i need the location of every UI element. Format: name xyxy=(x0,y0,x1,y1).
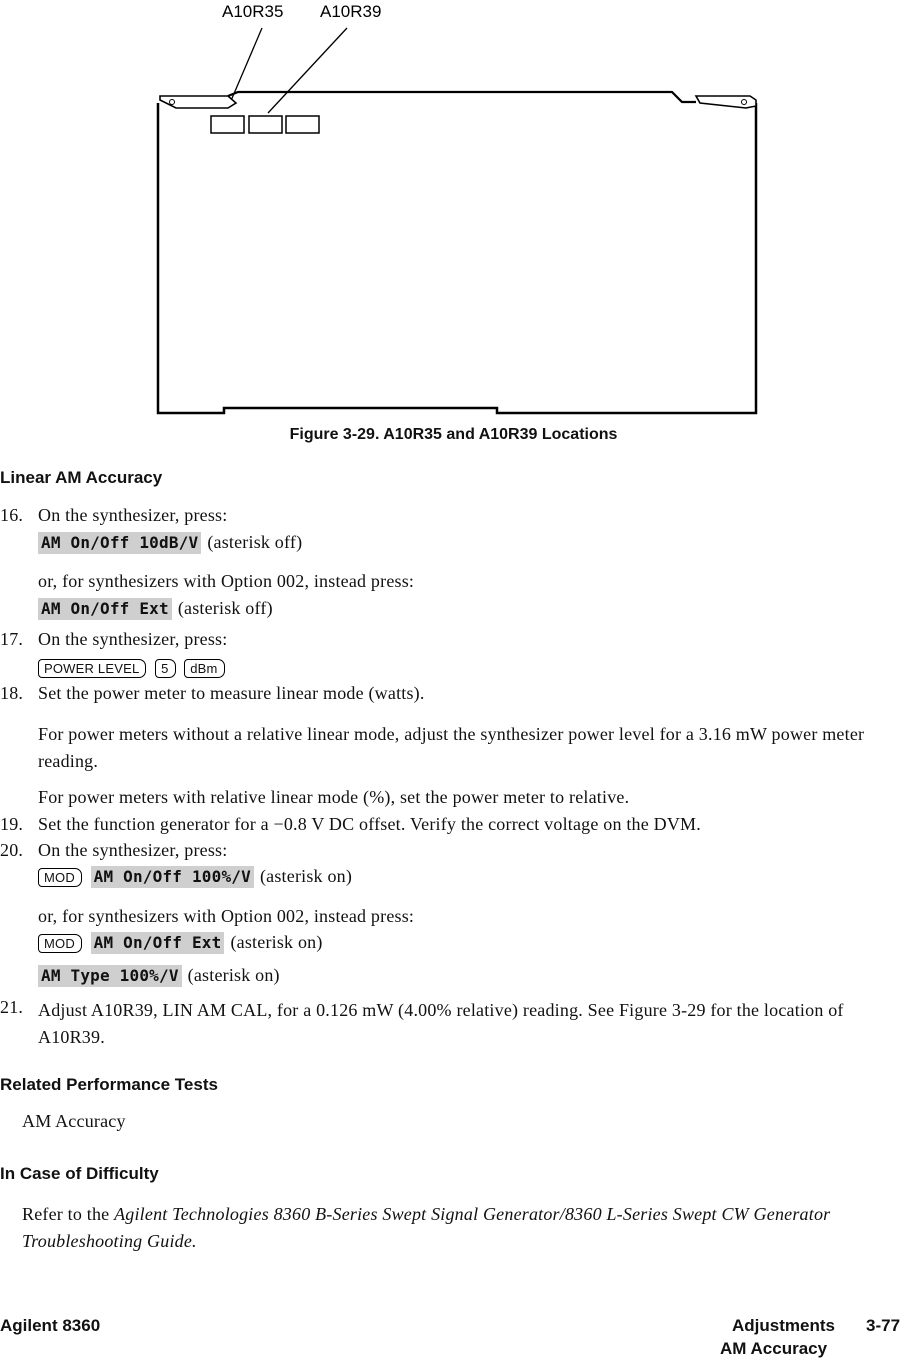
related-test-item: AM Accuracy xyxy=(22,1111,126,1131)
softkey-am-onoff-100[interactable]: AM On/Off 100%/V xyxy=(91,866,254,888)
footer-subsection: AM Accuracy xyxy=(720,1339,828,1358)
step-number: 21. xyxy=(0,997,24,1017)
softkey-am-onoff-10db[interactable]: AM On/Off 10dB/V xyxy=(38,532,201,554)
step-text: Adjust A10R39, LIN AM CAL, for a 0.126 mW (4.00% relative) reading. See Figure 3-29 for the location of A10R39. xyxy=(38,1000,844,1047)
component-a10r39 xyxy=(249,116,282,133)
board-outline xyxy=(158,103,756,413)
key-note: (asterisk off) xyxy=(207,532,303,552)
step-16-or: or, for synthesizers with Option 002, instead press: xyxy=(38,571,415,591)
hardkey-5[interactable]: 5 xyxy=(155,659,175,678)
callout-a10r39: A10R39 xyxy=(320,2,382,21)
hardkey-power-level[interactable]: POWER LEVEL xyxy=(38,659,146,678)
step-number: 19. xyxy=(0,814,24,834)
section-heading-linear-am: Linear AM Accuracy xyxy=(0,468,163,487)
top-edge xyxy=(228,92,696,102)
section-heading-difficulty: In Case of Difficulty xyxy=(0,1164,159,1183)
step-20-keys-alt xyxy=(38,932,323,954)
step-16-keys-alt xyxy=(38,598,273,620)
difficulty-text xyxy=(22,1201,862,1255)
key-note: (asterisk on) xyxy=(230,932,323,952)
step-20-or: or, for synthesizers with Option 002, instead press: xyxy=(38,906,415,926)
step-number: 16. xyxy=(0,505,24,525)
hardkey-mod[interactable]: MOD xyxy=(38,868,82,887)
hardkey-dbm[interactable]: dBm xyxy=(184,659,224,678)
footer-section: Adjustments xyxy=(732,1316,835,1335)
key-note: (asterisk on) xyxy=(187,965,280,985)
key-note: (asterisk off) xyxy=(177,598,273,618)
step-text: On the synthesizer, press: xyxy=(38,629,228,649)
key-note: (asterisk on) xyxy=(259,866,353,886)
left-ejector xyxy=(160,96,236,108)
softkey-am-type-100[interactable]: AM Type 100%/V xyxy=(38,965,182,987)
section-heading-related-tests: Related Performance Tests xyxy=(0,1075,218,1094)
step-number: 18. xyxy=(0,683,24,703)
difficulty-lead: Refer to the xyxy=(22,1204,110,1224)
step-text: Set the power meter to measure linear mode (watts). xyxy=(38,683,425,703)
softkey-am-onoff-ext[interactable]: AM On/Off Ext xyxy=(91,932,225,954)
leader-line-a10r39 xyxy=(268,28,347,113)
callout-a10r35: A10R35 xyxy=(222,2,284,21)
figure-caption: Figure 3-29. A10R35 and A10R39 Locations xyxy=(289,426,618,443)
step-18-para-1: For power meters without a relative linear mode, adjust the synthesizer power level for a 3.16 mW power meter reading. xyxy=(38,724,865,771)
board-diagram xyxy=(0,0,907,420)
step-text: On the synthesizer, press: xyxy=(38,505,228,525)
step-number: 20. xyxy=(0,840,24,860)
step-18-para-2: For power meters with relative linear mode (%), set the power meter to relative. xyxy=(38,787,630,807)
step-text: Set the function generator for a −0.8 V DC offset. Verify the correct voltage on the DVM. xyxy=(38,814,701,834)
footer-page-number: 3-77 xyxy=(866,1316,901,1335)
component-3 xyxy=(286,116,319,133)
step-20-keys xyxy=(38,866,352,888)
component-a10r35 xyxy=(211,116,244,133)
troubleshooting-guide-title: Agilent Technologies 8360 B-Series Swept Signal Generator/8360 L-Series Swept CW Generator Troubleshooting Guide. xyxy=(22,1204,831,1251)
step-text: On the synthesizer, press: xyxy=(38,840,228,860)
step-16-keys xyxy=(38,532,302,554)
step-17-keys xyxy=(38,657,229,678)
hardkey-mod[interactable]: MOD xyxy=(38,934,82,953)
step-20-keys-type xyxy=(38,965,280,987)
step-number: 17. xyxy=(0,629,24,649)
softkey-am-onoff-ext[interactable]: AM On/Off Ext xyxy=(38,598,172,620)
footer-product: Agilent 8360 xyxy=(0,1316,101,1335)
